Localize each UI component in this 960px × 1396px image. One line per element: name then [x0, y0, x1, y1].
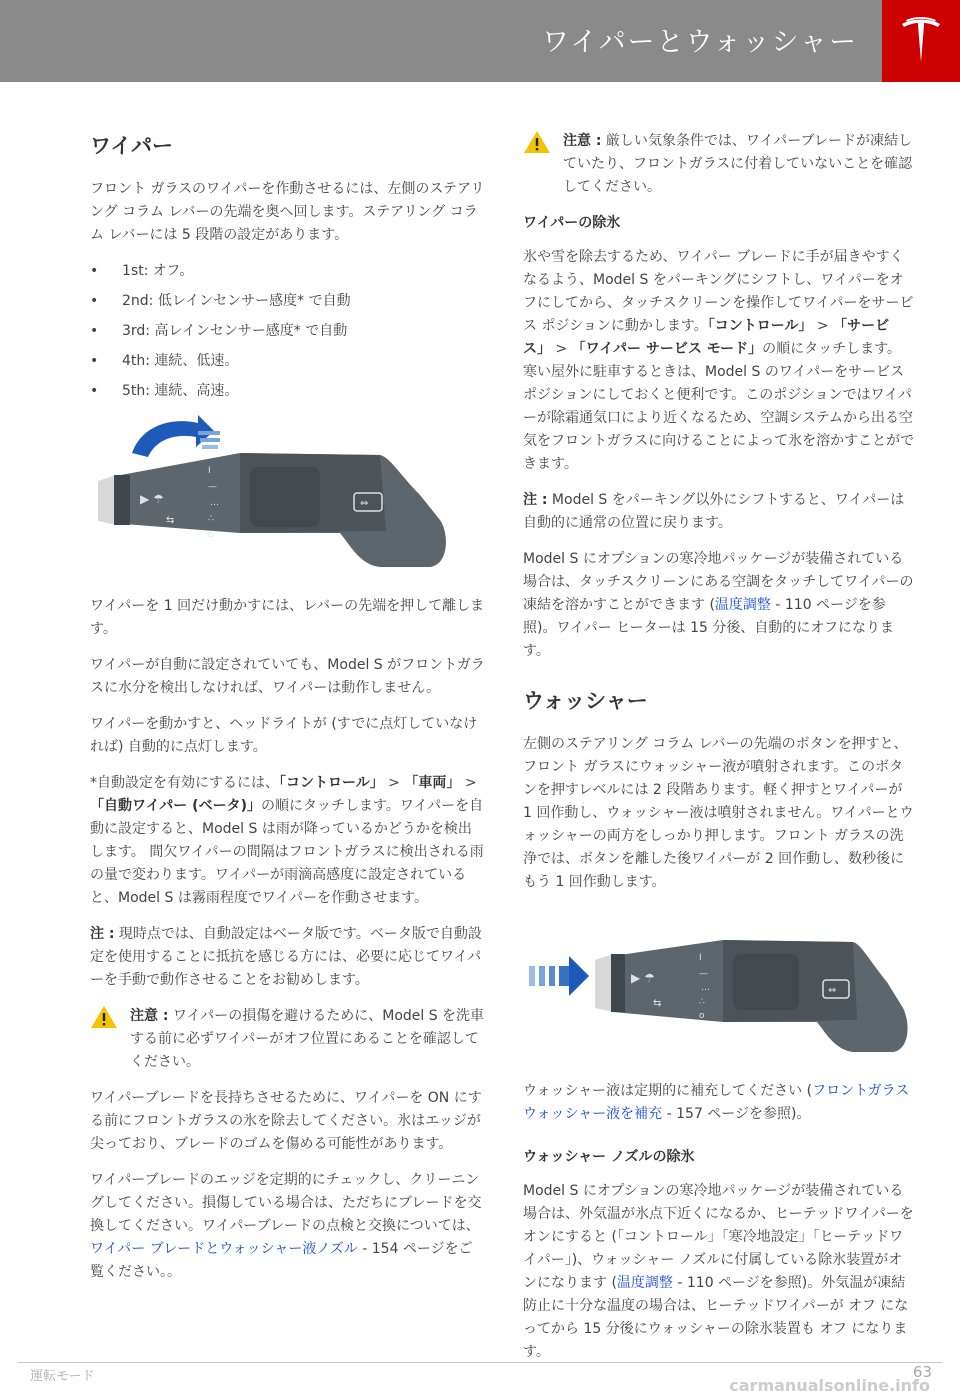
warning-icon	[523, 130, 551, 154]
svg-text:⇆: ⇆	[166, 515, 175, 526]
header-title: ワイパーとウォッシャー	[541, 27, 858, 58]
frozen-blade-caution: 注意 : 厳しい気象条件では、ワイパーブレードが凍結していたり、フロントガラスに付着していないことを確認してください。	[523, 130, 915, 199]
blade-nozzle-link[interactable]: ワイパー ブレードとウォッシャー液ノズル	[90, 1241, 358, 1257]
washer-heading: ウォッシャー	[523, 689, 648, 713]
svg-text:∴: ∴	[699, 997, 705, 1007]
wiper-deice-heading: ワイパーの除氷	[523, 215, 621, 231]
page-header	[0, 0, 960, 82]
svg-text:∴: ∴	[208, 514, 214, 524]
climate-control-link[interactable]: 温度調整	[714, 597, 771, 613]
svg-text:▶ ☂: ▶ ☂	[631, 971, 655, 985]
wiper-auto-text: ワイパーが自動に設定されていても、Model S がフロントガラスに水分を検出しなければ、ワイパーは動作しません。	[90, 657, 485, 696]
shift-note: 注 : Model S をパーキング以外にシフトすると、ワイパーは自動的に通常の位置に戻ります。	[523, 492, 905, 531]
footer-divider	[18, 1362, 942, 1363]
tesla-logo	[882, 0, 960, 82]
list-item: • 1st: オフ。	[90, 260, 485, 283]
list-item: • 2nd: 低レインセンサー感度* で自動	[90, 290, 485, 313]
wiper-settings-list	[90, 260, 485, 403]
list-item: • 4th: 連続、低速。	[90, 350, 485, 373]
list-item: • 3rd: 高レインセンサー感度* で自動	[90, 320, 485, 343]
wiper-deice-text: 氷や雪を除去するため、ワイパー ブレードに手が届きやすくなるよう、Model S をパーキングにシフトし、ワイパーをオフにしてから、タッチスクリーンを操作してワイパーをサービス ポジションに動かします。「コントロール」 > 「サービス」 > 「ワイパー サービス モード」の順にタッチします。寒い屋外に駐車するときは、Model S のワイパーをサービス ポジションにしておくと便利です。このポジションではワイパーが除霜通気口により近くなるため、空調システムから出る空気をフロントガラスに向けることによって氷を溶かすことができます。	[523, 249, 915, 472]
svg-text:Ⅰ: Ⅰ	[699, 953, 702, 963]
refill-text: ウォッシャー液は定期的に補充してください (フロントガラス ウォッシャー液を補充 - 157 ページを参照)。	[523, 1083, 910, 1122]
right-column	[523, 130, 915, 1377]
wiper-heading: ワイパー	[90, 134, 173, 158]
washer-text: 左側のステアリング コラム レバーの先端のボタンを押すと、フロント ガラスにウォッシャー液が噴射されます。このボタンを押すレベルには 2 段階あります。軽く押すとワイパーが 1 回作動し、ウォッシャー液は噴射されません。ワイパーとウォッシャーの両方をしっかり押します。フロント ガラスの洗浄では、ボタンを離した後ワイパーが 2 回作動し、数秒後にもう 1 回作動します。	[523, 736, 914, 890]
nozzle-deice-heading: ウォッシャー ノズルの除氷	[523, 1149, 695, 1165]
blade-check-text: ワイパーブレードのエッジを定期的にチェックし、クリーニングしてください。損傷している場合は、ただちにブレードを交換してください。ワイパーブレードの点検と交換については、ワイパー ブレードとウォッシャー液ノズル - 154 ページをご覧ください。。	[90, 1172, 482, 1280]
svg-text:o: o	[208, 530, 214, 540]
svg-text:—: —	[208, 482, 217, 492]
svg-text:—: —	[699, 969, 708, 979]
car-wash-caution: 注意 : ワイパーの損傷を避けるために、Model S を洗車する前に必ずワイパーがオフ位置にあることを確認してください。	[90, 1005, 485, 1074]
wiper-once-text: ワイパーを 1 回だけ動かすには、レバーの先端を押して離します。	[90, 598, 485, 637]
svg-text:⇔: ⇔	[828, 985, 837, 996]
svg-text:⇔: ⇔	[360, 498, 369, 509]
climate-control-link[interactable]: 温度調整	[616, 1275, 673, 1291]
svg-text:▶ ☂: ▶ ☂	[140, 492, 164, 506]
svg-text:⇆: ⇆	[653, 998, 662, 1009]
left-column	[90, 130, 485, 1297]
wiper-intro: フロント ガラスのワイパーを作動させるには、左側のステアリング コラム レバーの先端を奥へ回します。ステアリング コラム レバーには 5 段階の設定があります。	[90, 181, 485, 243]
auto-setting-footnote: *自動設定を有効にするには、「コントロール」 > 「車両」 > 「自動ワイパー (ベータ)」の順にタッチします。ワイパーを自動に設定すると、Model S は雨が降っているかどうかを検出します。 間欠ワイパーの間隔はフロントガラスに検出される雨の量で変わります。ワイパーが雨滴高感度に設定されていると、Model S は霧雨程度でワイパーを作動させます。	[90, 775, 484, 906]
warning-icon	[90, 1005, 118, 1029]
tesla-logo-icon	[900, 16, 942, 64]
nozzle-deice-text: Model S にオプションの寒冷地パッケージが装備されている場合は、外気温が氷点下近くになるか、ヒーテッドワイパーをオンにすると (「コントロール」「寒冷地設定」「ヒーテッドワイパー」)、ウォッシャー ノズルに付属している除氷装置がオンになります (温度調整 - 110 ページを参照)。外気温が凍結防止に十分な温度の場合は、ヒーテッドワイパーが オフ になってから 15 分後にウォッシャーの除氷装置も オフ になります。	[523, 1183, 914, 1360]
push-arrow-icon	[529, 956, 589, 996]
svg-text:o: o	[699, 1011, 705, 1021]
wiper-lever-illustration	[90, 415, 485, 575]
ice-removal-text: ワイパーブレードを長持ちさせるために、ワイパーを ON にする前にフロントガラスの氷を除去してください。氷はエッジが尖っており、ブレードのゴムを傷める可能性があります。	[90, 1090, 482, 1152]
svg-text:…: …	[701, 983, 710, 993]
footer-section: 運転モード	[30, 1369, 95, 1384]
svg-text:Ⅰ: Ⅰ	[208, 466, 211, 476]
rotate-arrow-icon	[132, 415, 220, 457]
beta-note: 注 : 現時点では、自動設定はベータ版です。ベータ版で自動設定を使用することに抵抗を感じる方には、必要に応じてワイパーを手動で動作させることをお勧めします。	[90, 926, 482, 988]
svg-text:…: …	[210, 498, 219, 508]
washer-refill-link[interactable]: フロントガラス ウォッシャー液を補充	[523, 1083, 910, 1122]
wiper-headlight-text: ワイパーを動かすと、ヘッドライトが (すでに点灯していなければ) 自動的に点灯します。	[90, 716, 478, 755]
cold-package-text: Model S にオプションの寒冷地パッケージが装備されている場合は、タッチスクリーンにある空調をタッチしてワイパーの凍結を溶かすことができます (温度調整 - 110 ページを参照)。ワイパー ヒーターは 15 分後、自動的にオフになります。	[523, 551, 914, 659]
washer-lever-illustration	[523, 920, 915, 1060]
watermark: carmanualsonline.info	[729, 1376, 930, 1395]
page-number: 63	[912, 1363, 932, 1381]
list-item: • 5th: 連続、高速。	[90, 380, 485, 403]
